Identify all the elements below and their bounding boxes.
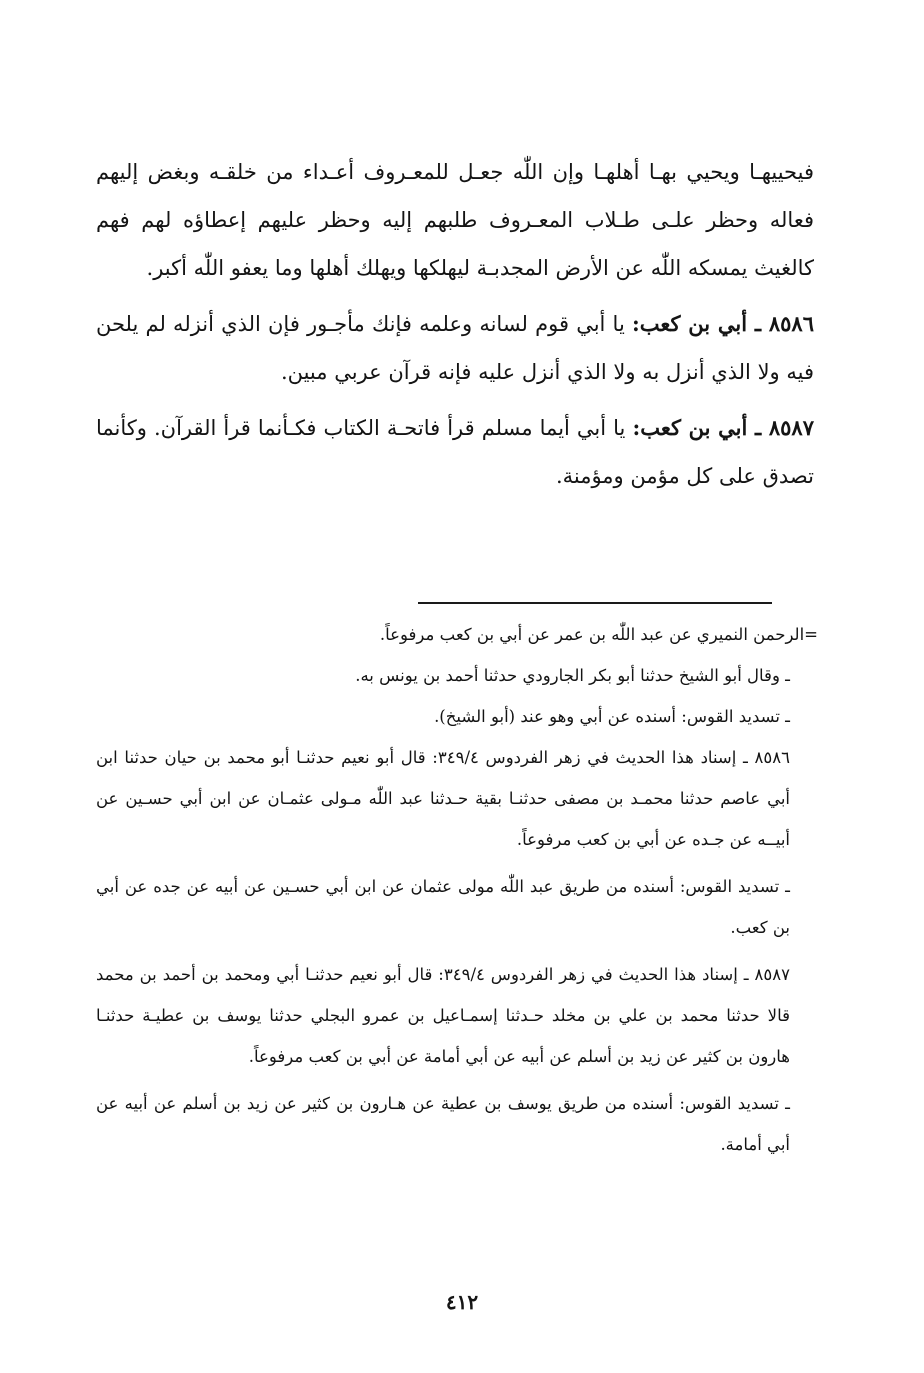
page-number: ٤١٢ [445,1290,479,1314]
footnote-tasdid-1: ـ تسديد القوس: أسنده عن أبي وهو عند (أبو الشيخ). [434,707,790,726]
main-paragraph-continued: فيحييهـا ويحيي بهـا أهلهـا وإن اللّٰه جعـل للمعـروف أعـداء من خلقـه وبغض إليهم فعاله وحظر علـى طـلاب المعـروف طلبهم إليه وحظر عليهم إعطاؤه لهم فهم كالغيث يمسكه اللّٰه عن الأرض المجدبـة ليهلكها ويهلك أهلها وما يعفو اللّٰه أكبر. [96,160,814,280]
footnote-tasdid-5587: ـ تسديد القوس: أسنده من طريق يوسف بن عطية عن هـارون بن كثير عن زيد بن أسلم عن أبيه عن أبي أمامة. [96,1094,790,1154]
main-text-block [96,148,814,500]
footnote-isnad-5587: ٥٨٧‏٨ ـ إسناد هذا الحديث في زهر الفردوس ٣٤٩/٤: قال أبو نعيم حدثنـا أبي ومحمد بن أحمد بن محمد قالا حدثنا محمد بن علي بن مخلد حـدثنا إسمـاعيل بن عمرو البجلي حدثنا يوسف بن عطيـة حدثنـا هارون بن كثير عن زيد بن أسلم عن أبيه عن أبي أمامة عن أبي بن كعب مرفوعاً. [96,965,790,1066]
hadith-5587 [96,404,814,500]
footnotes-block [96,614,818,1165]
hadith-5586 [96,300,814,396]
footnote-divider [418,602,772,604]
footnote-tasdid-5586: ـ تسديد القوس: أسنده من طريق عبد اللّٰه مولى عثمان عن ابن أبي حسـين عن أبيه عن جده عن أبي بن كعب. [96,877,790,937]
hadith-5587-heading: ٥٨٧‏‏٨ ـ أبي بن كعب: [632,415,814,440]
hadith-5586-text: يا أبي قوم لسانه وعلمه فإنك مأجـور فإن الذي أنزله لم يلحن فيه ولا الذي أنزل به ولا الذي أنزل عليه فإنه قرآن عربي مبين. [96,312,814,384]
hadith-5587-text: يا أبي أيما مسلم قرأ فاتحـة الكتاب فكـأنما قرأ القرآن. وكأنما تصدق على كل مؤمن ومؤمنة. [96,416,814,488]
footnote-abu-alshaykh: ـ وقال أبو الشيخ حدثنا أبو بكر الجارودي حدثنا أحمد بن يونس به. [355,666,790,685]
hadith-5586-heading: ٥٨٦‏‏٨ ـ أبي بن كعب: [631,311,814,336]
footnote-continuation: =الرحمن النميري عن عبد اللّٰه بن عمر عن أبي بن كعب مرفوعاً. [379,625,818,644]
footnote-isnad-5586: ٥٨٦‏٨ ـ إسناد هذا الحديث في زهر الفردوس ٣٤٩/٤: قال أبو نعيم حدثنـا أبو محمد بن حيان حدثنا ابن أبي عاصم حدثنا محمـد بن مصفى حدثنـا بقية حـدثنا عبد اللّٰه مـولى عثمـان عن ابن أبي حسـين عن أبيــه عن جـده عن أبي بن كعب مرفوعاً. [96,748,790,849]
